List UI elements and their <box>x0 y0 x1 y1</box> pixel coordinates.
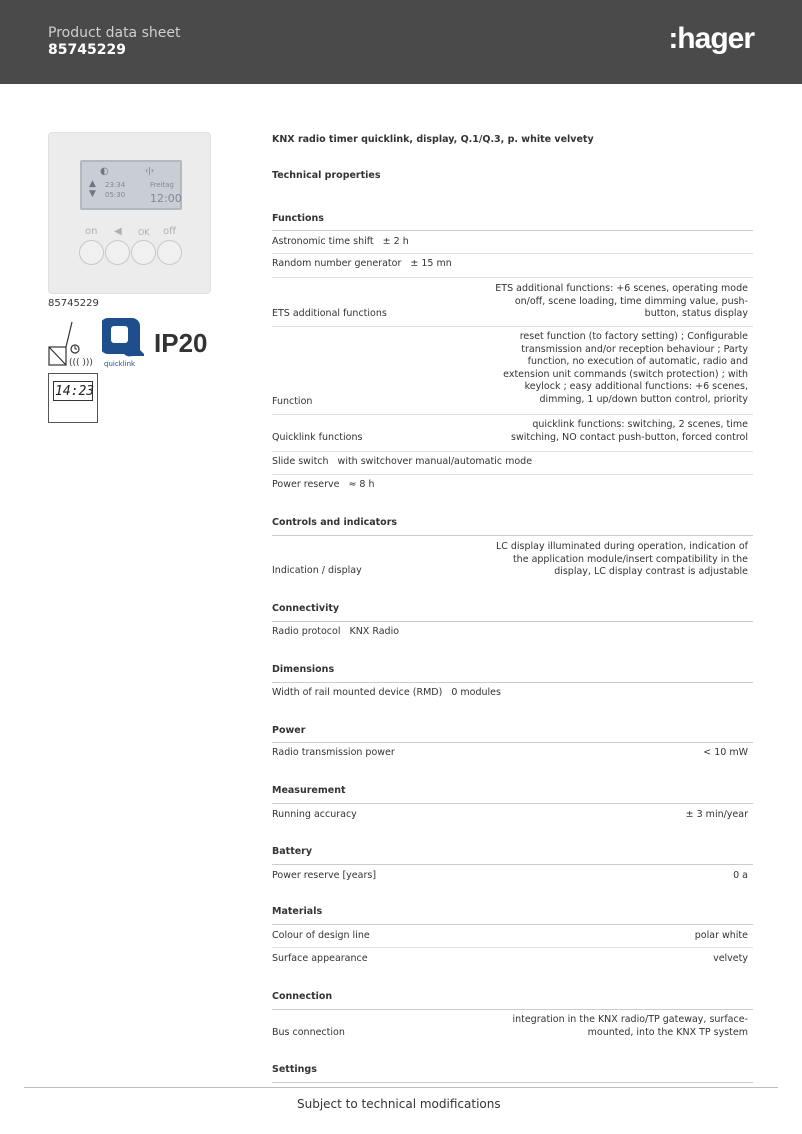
spec-value: ± 3 min/year <box>685 809 748 820</box>
arrow-up-icon: ▲ <box>89 179 96 189</box>
section-materials: Materials <box>272 906 323 917</box>
quicklink-icon <box>102 316 144 368</box>
spec-value: quicklink functions: switching, 2 scenes, time switching, NO contact push-button, forced control <box>511 419 748 443</box>
product-display <box>80 160 182 210</box>
display-big-time: 12:00 <box>150 192 182 205</box>
btn-label-off: off <box>163 226 177 237</box>
section-dimensions: Dimensions <box>272 664 335 675</box>
document-number: 85745229 <box>48 42 126 58</box>
quicklink-label: quicklink <box>104 360 136 368</box>
section-functions: Functions <box>272 213 324 224</box>
section-technical-properties: Technical properties <box>272 170 381 181</box>
ip-rating: IP20 <box>154 328 208 358</box>
device-button-on <box>79 240 104 265</box>
spec-label: Running accuracy <box>272 809 357 820</box>
spec-row: Astronomic time shift ± 2 h <box>272 236 409 247</box>
spec-label: ETS additional functions <box>272 308 387 319</box>
spec-row: Radio protocol KNX Radio <box>272 626 400 637</box>
spec-value: reset function (to factory setting) ; Configurable transmission and/or reception behaviour ; Party function, no execution of automatic, radio and extension unit commands (switch protection) ; with keylock ; easy additional functions: +6 scenes, dimming, 1 up/down button control, priority <box>503 331 748 405</box>
spec-label: Function <box>272 396 313 407</box>
section-controls-indicators: Controls and indicators <box>272 517 398 528</box>
spec-value: LC display illuminated during operation, indication of the application module/insert compatibility in the display, LC display contrast is adjustable <box>495 541 748 577</box>
spec-value: ETS additional functions: +6 scenes, operating mode on/off, scene loading, time dimming value, push- button, status display <box>495 283 748 319</box>
product-title: KNX radio timer quicklink, display, Q.1/Q.3, p. white velvety <box>272 134 594 145</box>
spec-value: velvety <box>713 953 748 964</box>
hager-logo: :hager <box>668 22 754 55</box>
spec-label: Power reserve [years] <box>272 870 377 881</box>
spec-value: polar white <box>694 930 748 941</box>
spec-label: Quicklink functions <box>272 432 363 443</box>
section-power: Power <box>272 725 306 736</box>
section-battery: Battery <box>272 846 313 857</box>
clock-display-icon <box>48 373 98 423</box>
spec-label: Surface appearance <box>272 953 368 964</box>
btn-label-ok: OK <box>138 228 150 237</box>
item-number: 85745229 <box>48 298 99 309</box>
section-settings: Settings <box>272 1064 317 1075</box>
radio-icon: ‹|› <box>145 166 155 175</box>
spec-row: Random number generator ± 15 mn <box>272 258 452 269</box>
spec-label: Indication / display <box>272 565 362 576</box>
footer-divider <box>24 1087 778 1088</box>
page-header <box>0 0 802 84</box>
arrow-down-icon: ▼ <box>89 189 96 199</box>
section-connectivity: Connectivity <box>272 603 340 614</box>
btn-label-back: ◀ <box>114 226 122 237</box>
spec-value: 0 a <box>733 870 748 881</box>
product-image <box>48 132 211 294</box>
spec-label: Bus connection <box>272 1027 345 1038</box>
spec-row: Power reserve ≈ 8 h <box>272 479 375 490</box>
footer-note: Subject to technical modifications <box>297 1097 501 1111</box>
document-type: Product data sheet <box>48 25 181 41</box>
sun-icon: ◐ <box>100 166 109 177</box>
display-time-2: 05:30 <box>105 191 126 199</box>
device-button-ok <box>131 240 156 265</box>
spec-row: Width of rail mounted device (RMD) 0 modules <box>272 687 501 698</box>
btn-label-on: on <box>85 226 98 237</box>
spec-row: Slide switch with switchover manual/automatic mode <box>272 456 533 467</box>
spec-value: < 10 mW <box>703 747 748 758</box>
spec-label: Colour of design line <box>272 930 370 941</box>
section-connection: Connection <box>272 991 333 1002</box>
device-button-back <box>105 240 130 265</box>
svg-text:((( ))): ((( ))) <box>69 358 93 368</box>
device-button-off <box>157 240 182 265</box>
clock-display-text: 14:23 <box>55 384 95 399</box>
section-measurement: Measurement <box>272 785 346 796</box>
display-day: Freitag <box>150 181 174 189</box>
spec-value: integration in the KNX radio/TP gateway, surface- mounted, into the KNX TP system <box>512 1014 748 1038</box>
radio-transmission-icon <box>48 318 100 368</box>
spec-label: Radio transmission power <box>272 747 395 758</box>
certification-icons <box>48 316 218 426</box>
display-time-1: 23:34 <box>105 181 126 189</box>
